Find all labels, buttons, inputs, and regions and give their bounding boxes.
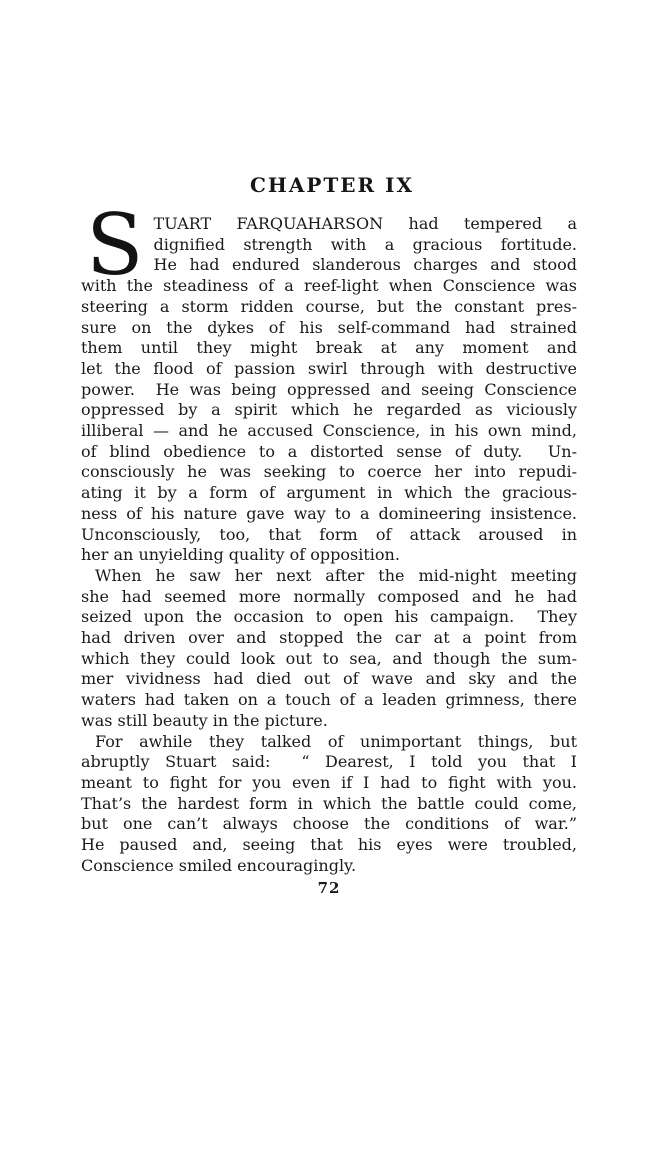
text-line: He had endured slanderous charges and stood (153, 255, 577, 275)
text-line: Unconsciously, too, that form of attack aroused in (81, 524, 577, 544)
text-line: them until they might break at any moment and (81, 338, 577, 358)
text-line: sure on the dykes of his self-command had strained (81, 317, 577, 337)
text-line: seized upon the occasion to open his campaign. They (81, 607, 577, 627)
book-page (0, 173, 664, 1173)
text-line: which they could look out to sea, and though the sum- (81, 648, 577, 668)
text-line: ness of his nature gave way to a domineering insistence. (81, 503, 577, 523)
text-line: but one can’t always choose the conditions of war.” (81, 814, 577, 834)
text-line: with the steadiness of a reef-light when Conscience was (81, 276, 577, 296)
text-line: consciously he was seeking to coerce her into repudi- (81, 462, 577, 482)
text-line: had driven over and stopped the car at a point from (81, 628, 577, 648)
text-line: of blind obedience to a distorted sense of duty. Un- (81, 441, 577, 461)
text-line: For awhile they talked of unimportant things, but (95, 731, 577, 751)
text-line: her an unyielding quality of opposition. (81, 545, 400, 565)
text-line: was still beauty in the picture. (81, 710, 328, 730)
text-line: He paused and, seeing that his eyes were troubled, (81, 835, 577, 855)
text-line: power. He was being oppressed and seeing Conscience (81, 379, 577, 399)
text-block (81, 196, 577, 877)
paragraph (81, 196, 577, 566)
text-line: waters had taken on a touch of a leaden grimness, there (81, 690, 577, 710)
page-number: 72 (317, 878, 341, 897)
text-line: she had seemed more normally composed and he had (81, 586, 577, 606)
text-line: let the flood of passion swirl through with destructive (81, 358, 577, 378)
drop-cap: S (86, 196, 144, 294)
text-line: illiberal — and he accused Conscience, in his own mind, (81, 421, 577, 441)
text-line: When he saw her next after the mid-night meeting (95, 565, 577, 585)
text-line: Conscience smiled encouragingly. (81, 855, 357, 875)
text-line: That’s the hardest form in which the battle could come, (81, 793, 577, 813)
text-line: ating it by a form of argument in which the gracious- (81, 483, 577, 503)
text-line: dignified strength with a gracious fortitude. (153, 234, 577, 254)
text-line: steering a storm ridden course, but the constant pres- (81, 296, 577, 316)
text-line: TUART FARQUAHARSON had tempered a (153, 214, 577, 233)
text-line: oppressed by a spirit which he regarded as viciously (81, 400, 577, 420)
chapter-heading: CHAPTER IX (250, 173, 414, 197)
paragraph (81, 566, 577, 732)
text-line: meant to fight for you even if I had to fight with you. (81, 772, 577, 792)
text-line: mer vividness had died out of wave and sky and the (81, 669, 577, 689)
paragraph (81, 732, 577, 877)
text-line: abruptly Stuart said: “ Dearest, I told you that I (81, 752, 577, 772)
